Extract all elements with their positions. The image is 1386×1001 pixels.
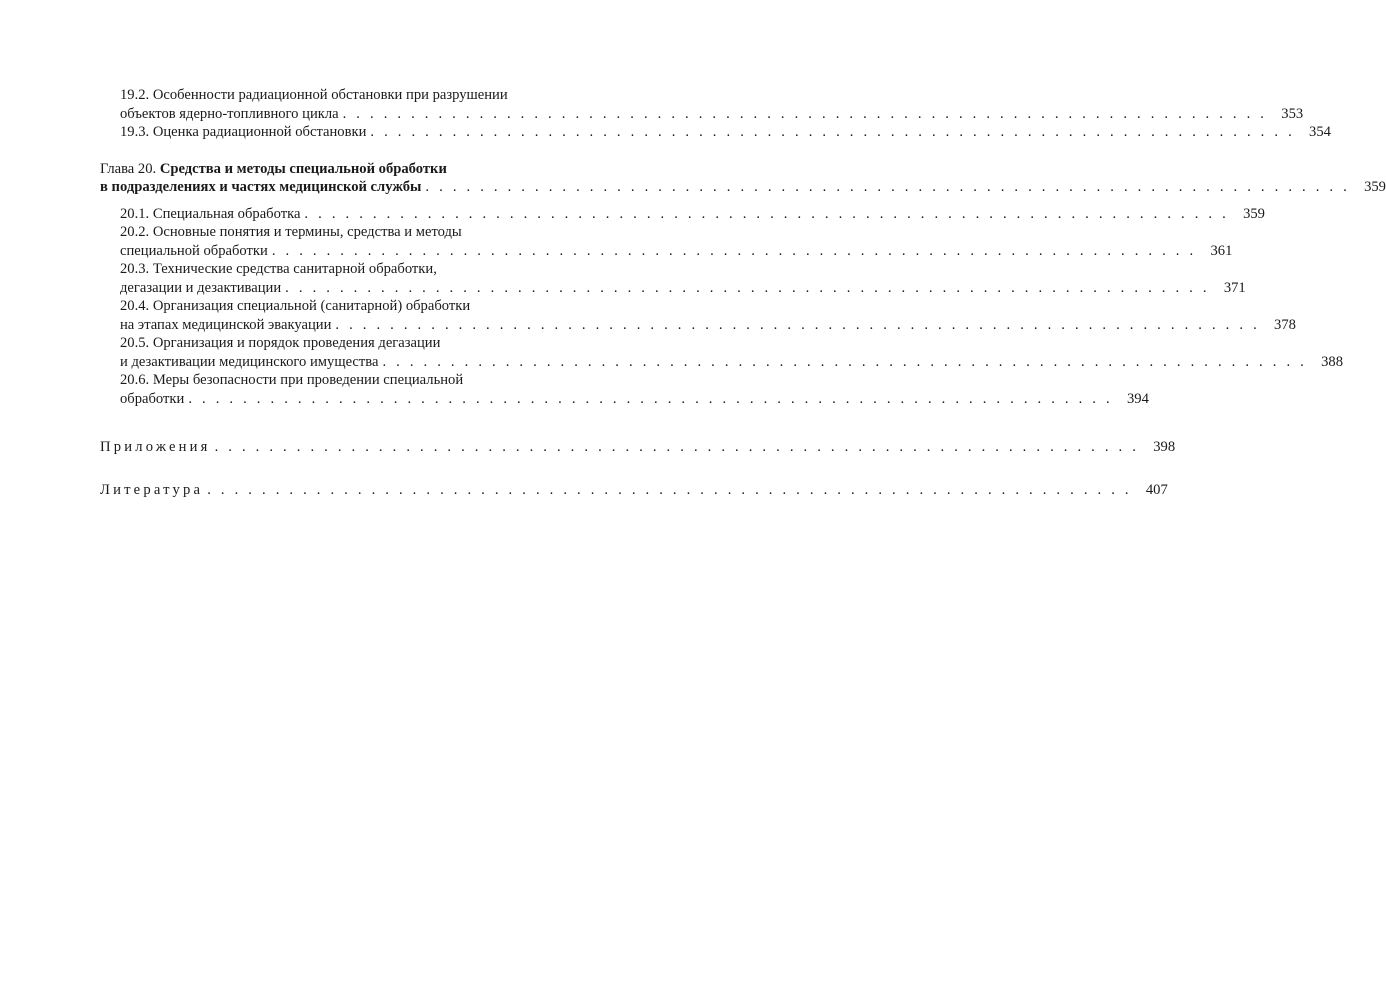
dot-leader: . . . . . . . . . . . . . . . . . . . . . . . . . . . . . . . . . . . . . . . . . . . . . . . . . . . . . . . . . . . . . . . . . . . . [342, 105, 1268, 122]
toc-entry-19-2 [100, 86, 1304, 123]
toc-entry-title: 20.1. Специальная обработка [120, 205, 304, 224]
dot-leader: . . . . . . . . . . . . . . . . . . . . . . . . . . . . . . . . . . . . . . . . . . . . . . . . . . . . . . . . . . . . . . . . . . . . [335, 316, 1260, 333]
toc-entry-20-2 [100, 223, 1233, 260]
toc-entry-title-cont: и дезактивации медицинского имущества [120, 353, 382, 372]
toc-entry-title: 20.2. Основные понятия и термины, средства и методы [120, 224, 462, 240]
table-of-contents [100, 86, 1386, 499]
toc-literature [100, 481, 1168, 500]
page-number: 388 [1321, 353, 1343, 370]
page-number: 371 [1223, 279, 1246, 296]
page-number: 394 [1126, 390, 1149, 407]
dot-leader: . . . . . . . . . . . . . . . . . . . . . . . . . . . . . . . . . . . . . . . . . . . . . . . . . . . . . . . . . . . . . . . . . . . . [271, 242, 1197, 259]
dot-leader: . . . . . . . . . . . . . . . . . . . . . . . . . . . . . . . . . . . . . . . . . . . . . . . . . . . . . . . . . . . . . . . . . . . . [425, 179, 1350, 195]
page-number: 398 [1153, 439, 1176, 455]
toc-entry-20-3 [100, 260, 1246, 297]
appendix-title: Приложения [100, 438, 215, 457]
literature-title: Литература [100, 481, 207, 500]
page-number: 407 [1145, 481, 1168, 498]
dot-leader: . . . . . . . . . . . . . . . . . . . . . . . . . . . . . . . . . . . . . . . . . . . . . . . . . . . . . . . . . . . . . . . . . . . . [207, 481, 1132, 498]
page-number: 378 [1274, 316, 1296, 333]
chapter-title-cont: в подразделениях и частях медицинской службы [100, 178, 425, 197]
toc-entry-title: 20.5. Организация и порядок проведения дегазации [120, 335, 441, 351]
toc-entry-19-3 [100, 123, 1331, 142]
toc-entry-title-cont: на этапах медицинской эвакуации [120, 316, 335, 335]
toc-entry-title-cont: обработки [120, 390, 188, 409]
chapter-heading [100, 160, 540, 179]
dot-leader: . . . . . . . . . . . . . . . . . . . . . . . . . . . . . . . . . . . . . . . . . . . . . . . . . . . . . . . . . . . . . . . . . . . . [214, 439, 1140, 455]
toc-entry-20-5 [100, 334, 1343, 371]
toc-entry-20-1 [100, 205, 1265, 224]
toc-appendix [100, 438, 1176, 457]
dot-leader: . . . . . . . . . . . . . . . . . . . . . . . . . . . . . . . . . . . . . . . . . . . . . . . . . . . . . . . . . . . . . . . . . . . . [370, 124, 1295, 140]
page-number: 361 [1210, 242, 1233, 259]
page-number: 359 [1364, 179, 1386, 195]
toc-entry-20-4 [100, 297, 1296, 334]
dot-leader: . . . . . . . . . . . . . . . . . . . . . . . . . . . . . . . . . . . . . . . . . . . . . . . . . . . . . . . . . . . . . . . . . . . . [188, 390, 1113, 407]
dot-leader: . . . . . . . . . . . . . . . . . . . . . . . . . . . . . . . . . . . . . . . . . . . . . . . . . . . . . . . . . . . . . . . . . . . . [285, 279, 1210, 296]
toc-entry-title-cont: объектов ядерно-топливного цикла [120, 105, 343, 124]
toc-entry-title: 20.6. Меры безопасности при проведении специальной [120, 372, 464, 388]
chapter-prefix: Глава 20. [100, 160, 157, 177]
dot-leader: . . . . . . . . . . . . . . . . . . . . . . . . . . . . . . . . . . . . . . . . . . . . . . . . . . . . . . . . . . . . . . . . . . . . [304, 205, 1229, 222]
page-number: 353 [1281, 105, 1304, 122]
toc-entry-title: 19.3. Оценка радиационной обстановки [120, 123, 370, 142]
toc-entry-title-cont: дегазации и дезактивации [120, 279, 285, 298]
toc-entry-title-cont: специальной обработки [120, 242, 272, 261]
toc-entry-title: 19.2. Особенности радиационной обстановки при разрушении [120, 87, 508, 103]
dot-leader: . . . . . . . . . . . . . . . . . . . . . . . . . . . . . . . . . . . . . . . . . . . . . . . . . . . . . . . . . . . . . . . . . . . . [382, 353, 1307, 370]
toc-entry-title: 20.3. Технические средства санитарной обработки, [120, 261, 437, 277]
chapter-title: Средства и методы специальной обработки [159, 160, 447, 177]
toc-entry-title: 20.4. Организация специальной (санитарной) обработки [120, 298, 471, 314]
toc-entry-20-6 [100, 371, 1149, 408]
page-number: 359 [1243, 205, 1265, 222]
page-number: 354 [1309, 124, 1331, 140]
toc-chapter-20 [100, 160, 1386, 197]
